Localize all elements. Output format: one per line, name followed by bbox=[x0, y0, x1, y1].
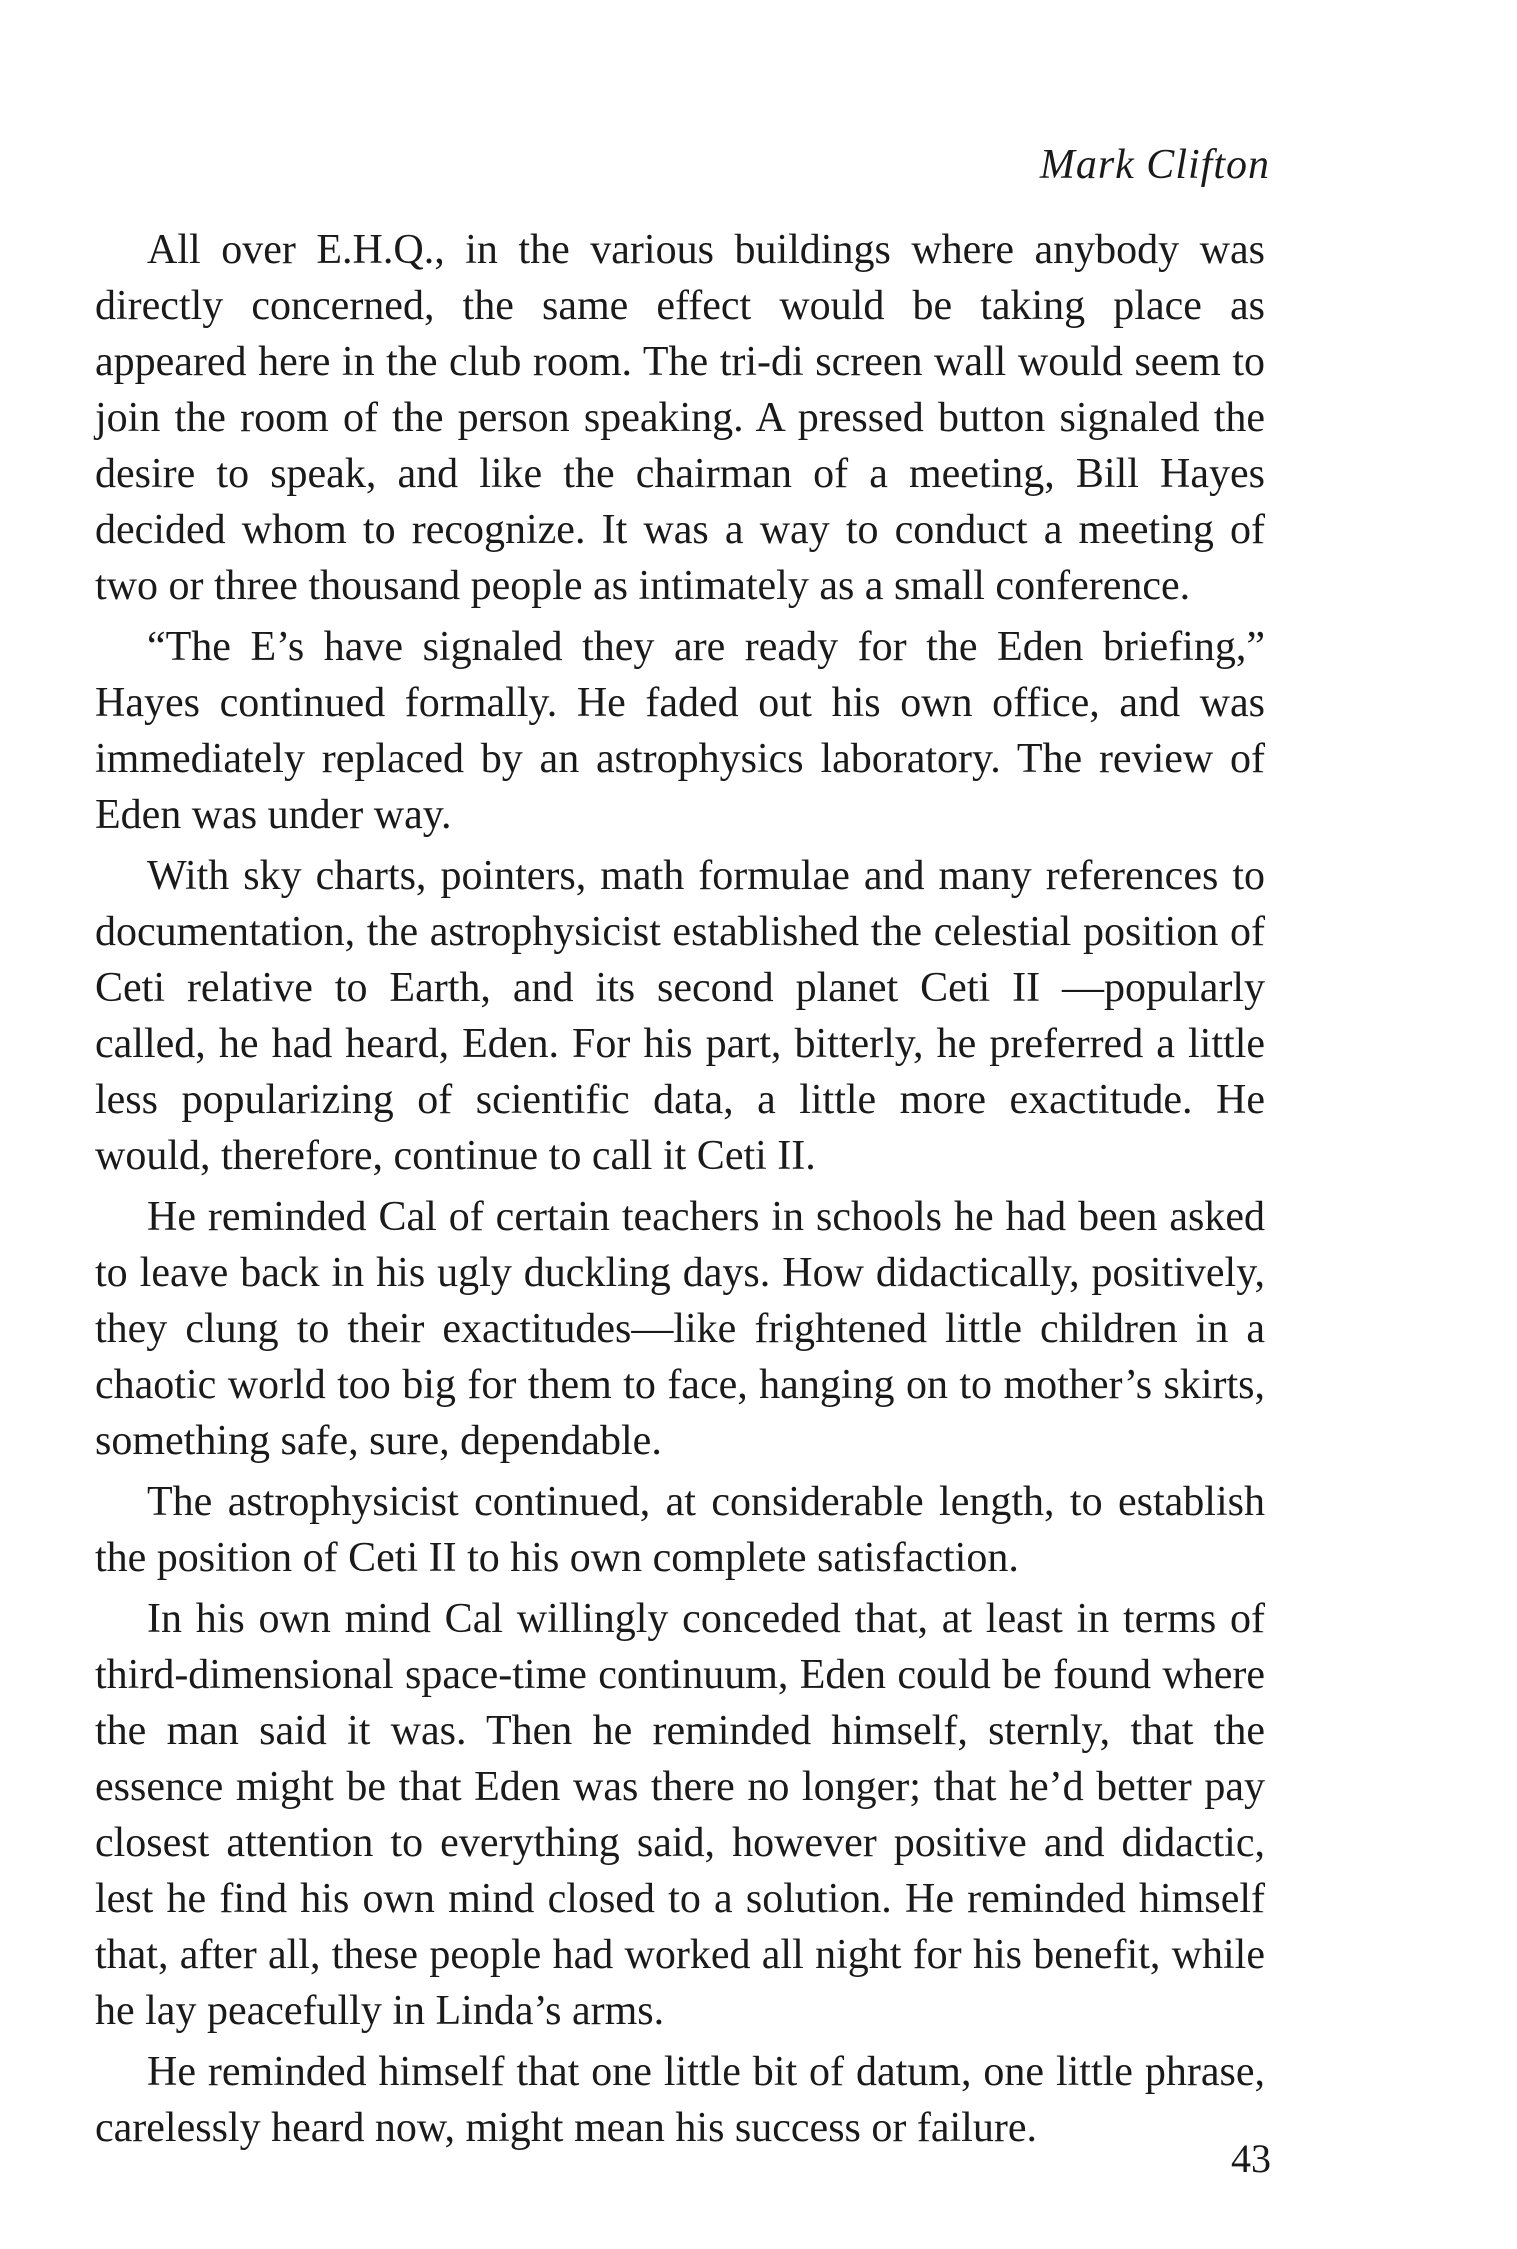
paragraph-6: In his own mind Cal willingly conceded that, at least in terms of third-dimensional space-time continuum, Eden could be found where the man said it was. Then he reminded himself, sternly, that the essence might be that Eden was there no longer; that he’d better pay closest attention to everything said, however positive and didactic, lest he find his own mind closed to a solution. He reminded himself that, after all, these people had worked all night for his benefit, while he lay peacefully in Linda’s arms. bbox=[95, 1596, 1265, 2034]
paragraph-1: All over E.H.Q., in the various buildings where anybody was directly concerned, the same effect would be taking place as appeared here in the club room. The tri-di screen wall would seem to join the room of the person speaking. A pressed button signaled the desire to speak, and like the chairman of a meeting, Bill Hayes decided whom to recognize. It was a way to conduct a meeting of two or three thousand people as intimately as a small conference. bbox=[95, 227, 1265, 609]
paragraph-4: He reminded Cal of certain teachers in schools he had been asked to leave back in his ugly duckling days. How didactically, positively, they clung to their exactitudes—like frightened little children in a chaotic world too big for them to face, hanging on to mother’s skirts, something safe, sure, dependable. bbox=[95, 1194, 1265, 1464]
running-head-author: Mark Clifton bbox=[1039, 142, 1270, 188]
paragraph-5: The astrophysicist continued, at considerable length, to establish the position of Ceti II to his own complete satisfaction. bbox=[95, 1479, 1265, 1581]
paragraph-2: “The E’s have signaled they are ready for the Eden briefing,” Hayes continued formally. He faded out his own office, and was immediately replaced by an astrophysics laboratory. The review of Eden was under way. bbox=[95, 624, 1265, 838]
body-text bbox=[95, 222, 1265, 2161]
paragraph-7: He reminded himself that one little bit of datum, one little phrase, carelessly heard now, might mean his success or failure. bbox=[95, 2049, 1265, 2151]
paragraph-3: With sky charts, pointers, math formulae and many references to documentation, the astrophysicist established the celestial position of Ceti relative to Earth, and its second planet Ceti II —popularly called, he had heard, Eden. For his part, bitterly, he preferred a little less popularizing of scientific data, a little more exactitude. He would, therefore, continue to call it Ceti II. bbox=[95, 853, 1265, 1179]
page-number: 43 bbox=[1231, 2136, 1271, 2181]
